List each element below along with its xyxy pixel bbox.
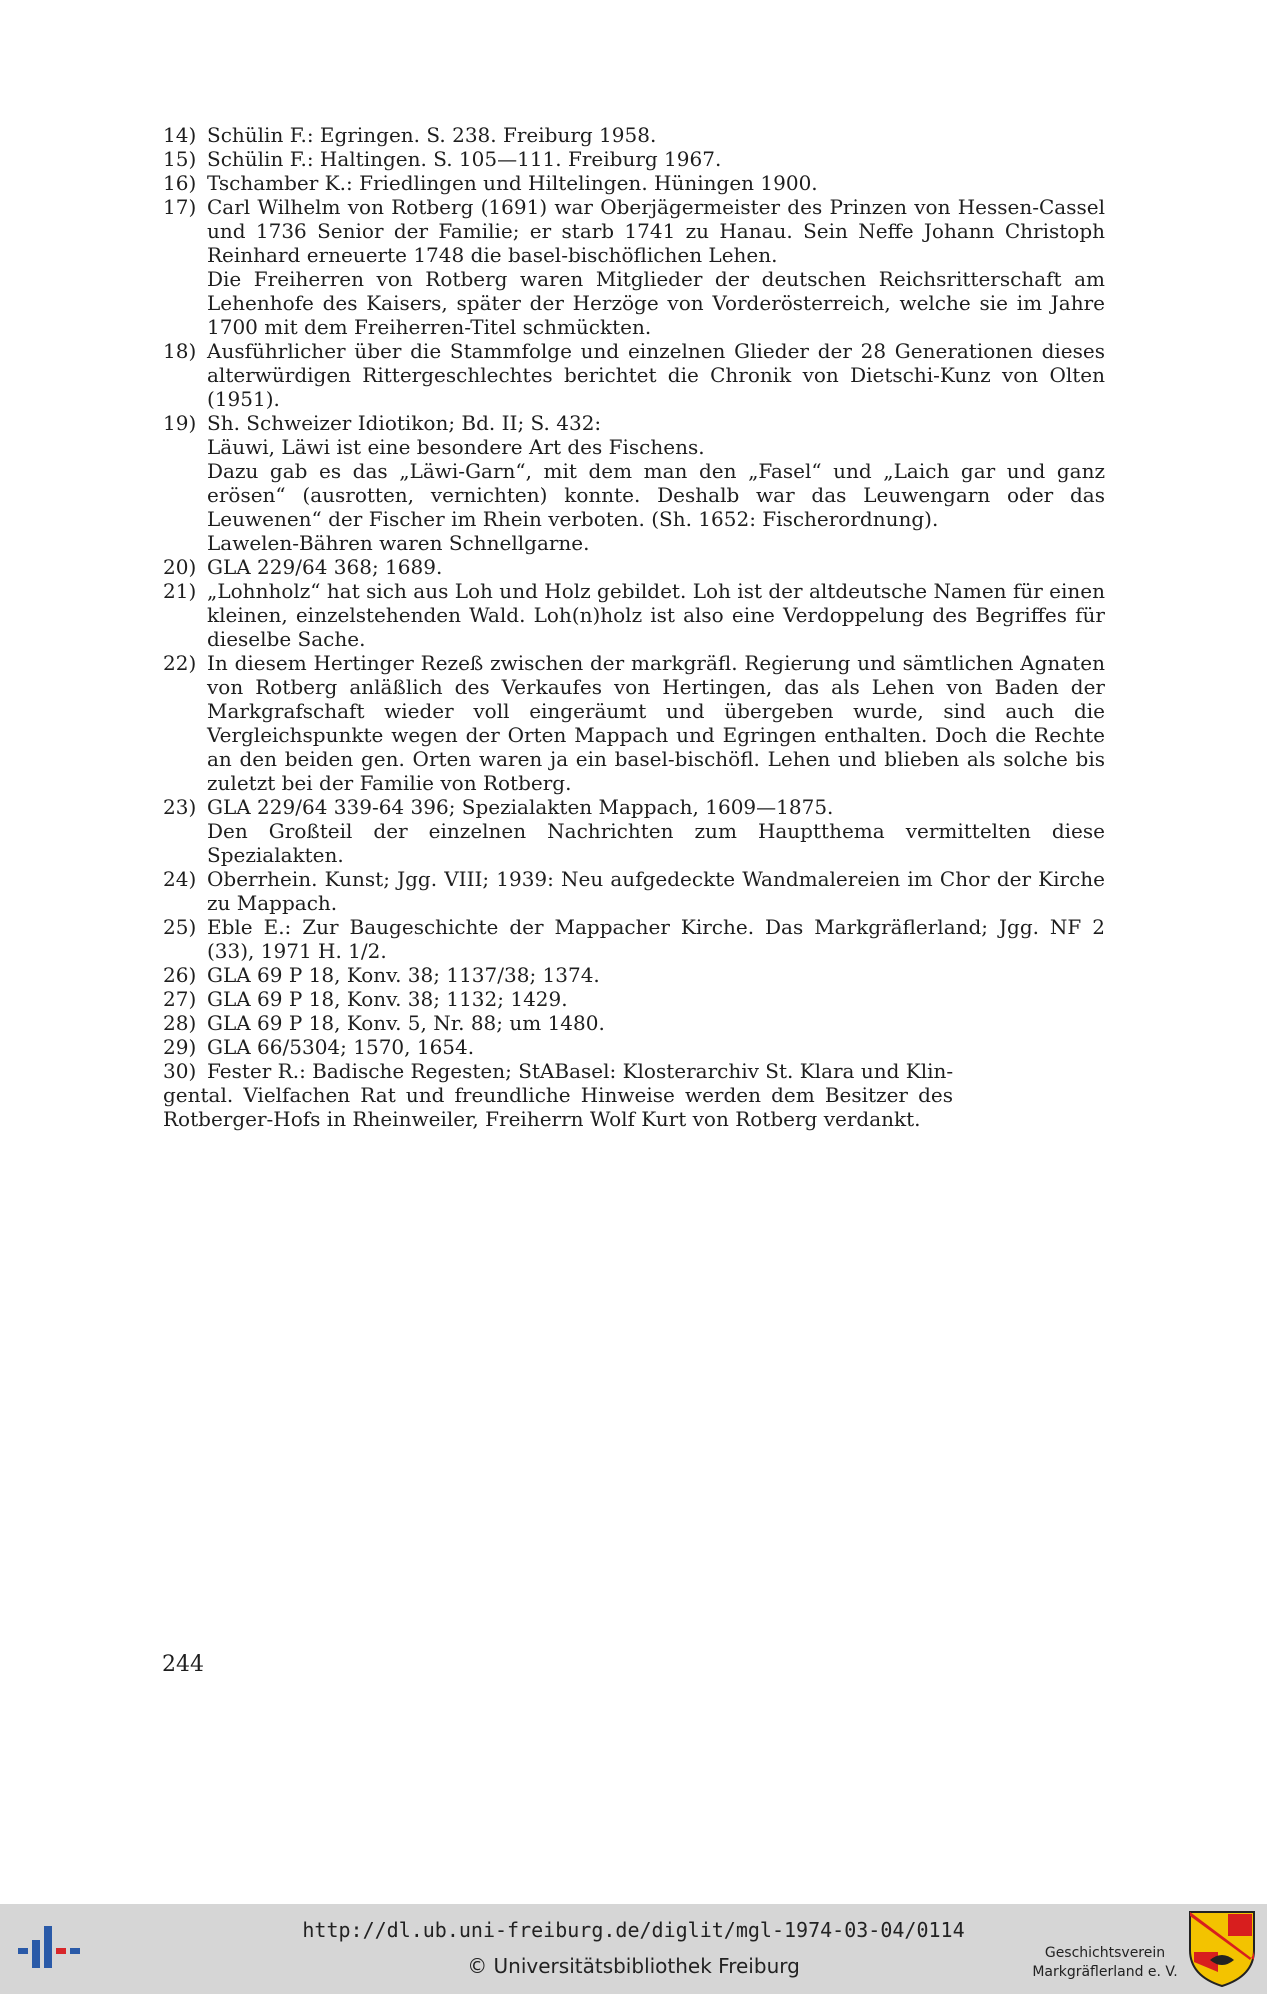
- document-url-link[interactable]: http://dl.ub.uni-freiburg.de/diglit/mgl-1974-03-04/0114: [302, 1918, 965, 1942]
- footnote: [163, 1011, 1105, 1035]
- footnote-number: 28): [163, 1011, 197, 1035]
- footnote-number: 26): [163, 963, 197, 987]
- footnote-last-first-line: [163, 1059, 1105, 1083]
- footnote-number: 17): [163, 195, 197, 219]
- footnote-number: 19): [163, 411, 197, 435]
- footnote-body: [207, 411, 1105, 555]
- footnote-number: 14): [163, 123, 197, 147]
- footnote-text: Die Freiherren von Rotberg waren Mitglieder der deutschen Reichsritterschaft am Lehenhofe des Kaisers, später der Herzöge von Vorderösterreich, welche sie im Jahre 1700 mit dem Freiherren-Titel schmückten.: [207, 267, 1105, 339]
- footnote-body: [207, 915, 1105, 963]
- footnote-text: GLA 229/64 368; 1689.: [207, 555, 443, 579]
- footnote-number: 21): [163, 579, 197, 603]
- society-name-line1: Geschichtsverein: [1044, 1945, 1166, 1961]
- footnote-text: GLA 229/64 339-64 396; Spezialakten Mappach, 1609—1875.: [207, 795, 834, 819]
- footnote-text: Dazu gab es das „Läwi-Garn“, mit dem man den „Fasel“ und „Laich gar und ganz erösen“ (ausrotten, vernichten) konnte. Deshalb war das Leuwengarn oder das Leuwenen“ der Fischer im Rhein verboten. (Sh. 1652: Fischerordnung).: [207, 459, 1105, 531]
- footnote-body: [207, 651, 1105, 795]
- society-name-line2: Markgräflerland e. V.: [1032, 1964, 1178, 1980]
- footnote: [163, 555, 1105, 579]
- footnote-number: 16): [163, 171, 197, 195]
- footnote-number: 20): [163, 555, 197, 579]
- footnote-body: [207, 987, 1105, 1011]
- viewer-footer: [0, 1904, 1267, 1994]
- footnote-number: 18): [163, 339, 197, 363]
- footnote-text: Tschamber K.: Friedlingen und Hiltelingen. Hüningen 1900.: [207, 171, 818, 195]
- footnote: [163, 987, 1105, 1011]
- footnote-body: [207, 195, 1105, 339]
- footnote-body: [207, 123, 1105, 147]
- footnote-body: [207, 555, 1105, 579]
- footnote: [163, 579, 1105, 651]
- footnote-body: [207, 963, 1105, 987]
- footnote-number: 27): [163, 987, 197, 1011]
- footnote: [163, 915, 1105, 963]
- footnote: [163, 1035, 1105, 1059]
- footnote-text: Lawelen-Bähren waren Schnellgarne.: [207, 531, 590, 555]
- footnote-text: GLA 69 P 18, Konv. 38; 1137/38; 1374.: [207, 963, 600, 987]
- footnote-body: [207, 147, 1105, 171]
- footnote: [163, 411, 1105, 555]
- footnote: [163, 171, 1105, 195]
- footnote-number: 25): [163, 915, 197, 939]
- footnote-body: [207, 795, 1105, 867]
- footnote-number: 15): [163, 147, 197, 171]
- footnote-text: Schülin F.: Egringen. S. 238. Freiburg 1958.: [207, 123, 657, 147]
- coat-of-arms-icon[interactable]: [1188, 1910, 1256, 1988]
- footnote-text: Schülin F.: Haltingen. S. 105—111. Freiburg 1967.: [207, 147, 722, 171]
- footnote-body: [207, 339, 1105, 411]
- copyright-text: © Universitätsbibliothek Freiburg: [467, 1954, 800, 1978]
- footnote-text: GLA 66/5304; 1570, 1654.: [207, 1035, 475, 1059]
- footnote: [163, 123, 1105, 147]
- footnote: [163, 963, 1105, 987]
- footnote-text: Den Großteil der einzelnen Nachrichten zum Hauptthema vermittelten diese Spezialakten.: [207, 819, 1105, 867]
- footnote-text: „Lohnholz“ hat sich aus Loh und Holz gebildet. Loh ist der altdeutsche Namen für einen kleinen, einzelstehenden Wald. Loh(n)holz ist also eine Verdoppelung des Begriffes für dieselbe Sache.: [207, 579, 1105, 651]
- footnote-text: GLA 69 P 18, Konv. 38; 1132; 1429.: [207, 987, 568, 1011]
- footnote: [163, 795, 1105, 867]
- footnote-last: [163, 1059, 1105, 1131]
- footnotes-list: [163, 123, 1105, 1131]
- footnote-body: [207, 171, 1105, 195]
- footnote-text: In diesem Hertinger Rezeß zwischen der markgräfl. Regierung und sämtlichen Agnaten von Rotberg anläßlich des Verkaufes von Hertingen, das als Lehen von Baden der Markgrafschaft wieder voll eingeräumt und übergeben wurde, sind auch die Vergleichspunkte wegen der Orten Mappach und Egringen enthalten. Doch die Rechte an den beiden gen. Orten waren ja ein basel-bischöfl. Lehen und blieben als solche bis zuletzt bei der Familie von Rotberg.: [207, 651, 1105, 795]
- footnote: [163, 147, 1105, 171]
- footnote-text: Fester R.: Badische Regesten; StABasel: Klosterarchiv St. Klara und Klin-: [207, 1059, 954, 1083]
- footnote-number: 29): [163, 1035, 197, 1059]
- footnote-number: 22): [163, 651, 197, 675]
- footnote-number: 23): [163, 795, 197, 819]
- footnote-text: Carl Wilhelm von Rotberg (1691) war Oberjägermeister des Prinzen von Hessen-Cassel und 1736 Senior der Familie; er starb 1741 zu Hanau. Sein Neffe Johann Christoph Reinhard erneuerte 1748 die basel-bischöflichen Lehen.: [207, 195, 1105, 267]
- page-number: 244: [162, 1652, 204, 1677]
- footnote-number: 24): [163, 867, 197, 891]
- footnote-body: [207, 1011, 1105, 1035]
- footnote: [163, 651, 1105, 795]
- footnote-text: Eble E.: Zur Baugeschichte der Mappacher Kirche. Das Markgräflerland; Jgg. NF 2 (33), 1971 H. 1/2.: [207, 915, 1105, 963]
- footnote-number: 30): [163, 1059, 197, 1083]
- footnote-body: [207, 579, 1105, 651]
- footnote-text: GLA 69 P 18, Konv. 5, Nr. 88; um 1480.: [207, 1011, 605, 1035]
- footnote-text: Läuwi, Läwi ist eine besondere Art des Fischens.: [207, 435, 705, 459]
- footnote-text: Oberrhein. Kunst; Jgg. VIII; 1939: Neu aufgedeckte Wandmalereien im Chor der Kirche zu Mappach.: [207, 867, 1105, 915]
- footnote-text-continued: gental. Vielfachen Rat und freundliche Hinweise werden dem Besitzer des Rotberger-Hofs in Rheinweiler, Freiherrn Wolf Kurt von Rotberg verdankt.: [163, 1083, 953, 1131]
- footnote-body: [207, 867, 1105, 915]
- footnote-text: Ausführlicher über die Stammfolge und einzelnen Glieder der 28 Generationen dieses alterwürdigen Rittergeschlechtes berichtet die Chronik von Dietschi-Kunz von Olten (1951).: [207, 339, 1105, 411]
- society-name: [1020, 1944, 1190, 1982]
- footnote: [163, 867, 1105, 915]
- footnote-text: Sh. Schweizer Idiotikon; Bd. II; S. 432:: [207, 411, 602, 435]
- footnote: [163, 195, 1105, 339]
- footnote: [163, 339, 1105, 411]
- footnote-body: [207, 1035, 1105, 1059]
